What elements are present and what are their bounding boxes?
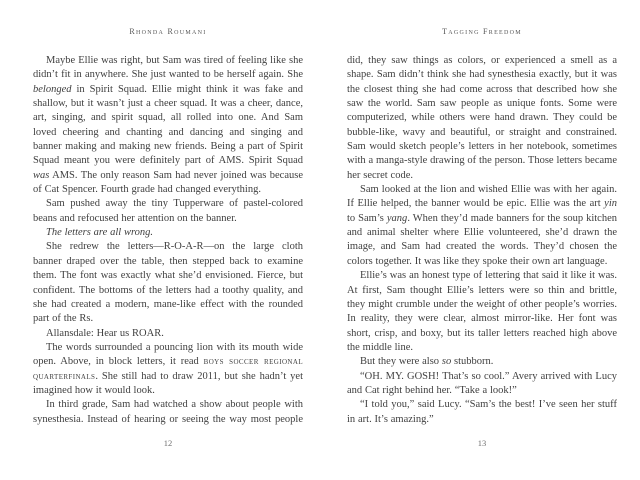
paragraph: “OH. MY. GOSH! That’s so cool.” Avery arrived with Lucy and Cat right behind her. “Take a look!” — [347, 370, 617, 396]
paragraph: did, they saw things as colors, or experienced a smell as a shape. Sam didn’t think she had synesthesia exactly, but it was the closest thing she had come across that described how she saw the world. Sam saw people as unique fonts. Some were computerized, while others were hand drawn. They could be bubble-like, wavy and beautiful, or straight and constrained. Sam would sketch people’s letters in her notebook, sometimes with a manga-style drawing of the person. Those letters became her secret code. — [347, 55, 617, 181]
page-left — [33, 0, 303, 480]
paragraph: “I told you,” said Lucy. “Sam’s the best! I’ve seen her stuff in art. It’s amazing.” — [347, 399, 617, 425]
page-number-left: 12 — [163, 438, 173, 448]
paragraph: But they were also so stubborn. — [360, 356, 494, 368]
paragraph: Sam pushed away the tiny Tupperware of pastel-colored beans and refocused her attention on the banner. — [33, 198, 303, 224]
page-text-right — [347, 54, 617, 427]
page-text-left — [33, 54, 303, 427]
paragraph: Allansdale: Hear us ROAR. — [46, 327, 164, 339]
running-head-title: Tagging Freedom — [442, 27, 522, 36]
paragraph: Sam looked at the lion and wished Ellie was with her again. If Ellie helped, the banner would be epic. Ellie was the art yin to Sam’s yang. When they’d made banners for the soup kitchen and animal shelter where Ellie volunteered, she’d drawn the image, and Sam had created the words. They’d chosen the colors together. It was like they spoke their own art language. — [347, 184, 617, 267]
paragraph: She redrew the letters—R-O-A-R—on the large cloth banner draped over the table, then stepped back to examine them. The font was exactly what she’d envisioned. Fierce, but confident. The bottoms of the letters had a toothy quality, and she had created a modern, mane-like effect with the rounded part of the Rs. — [33, 241, 303, 325]
paragraph: The letters are all wrong. — [46, 227, 154, 239]
paragraph: The words surrounded a pouncing lion with its mouth wide open. Above, in block letters, it read boys soccer regional quarterfinals. She still had to draw 2011, but she hadn’t yet imagined how it would look. — [33, 341, 303, 396]
page-number-right: 13 — [477, 438, 487, 448]
paragraph: In third grade, Sam had watched a show about people with synesthesia. Instead of hearing or seeing the way most people — [33, 399, 303, 425]
paragraph: Maybe Ellie was right, but Sam was tired of feeling like she didn’t fit in anywhere. She just wanted to be herself again. She belonged in Spirit Squad. Ellie might think it was fake and shallow, but it wasn’t just a cheer squad. It was a cheer, dance, art, singing, and spirit squad, all rolled into one. And Sam loved cheering and chanting and dancing and singing and banner making and making new friends. Being a part of Spirit Squad meant you were definitely part of AMS. Spirit Squad was AMS. The only reason Sam had never joined was because of Cat Spencer. Fourth grade had changed everything. — [33, 55, 303, 196]
running-head-author: Rhonda Roumani — [129, 27, 207, 36]
paragraph: Ellie’s was an honest type of lettering that said it like it was. At first, Sam thought Ellie’s letters were so thin and brittle, they might crumble under the weight of other people’s worries. In reality, they were clear, almost mirror-like. Her font was short, crisp, and boxy, but its taller letters reached high above the middle line. — [347, 270, 617, 353]
page-right — [347, 0, 617, 480]
